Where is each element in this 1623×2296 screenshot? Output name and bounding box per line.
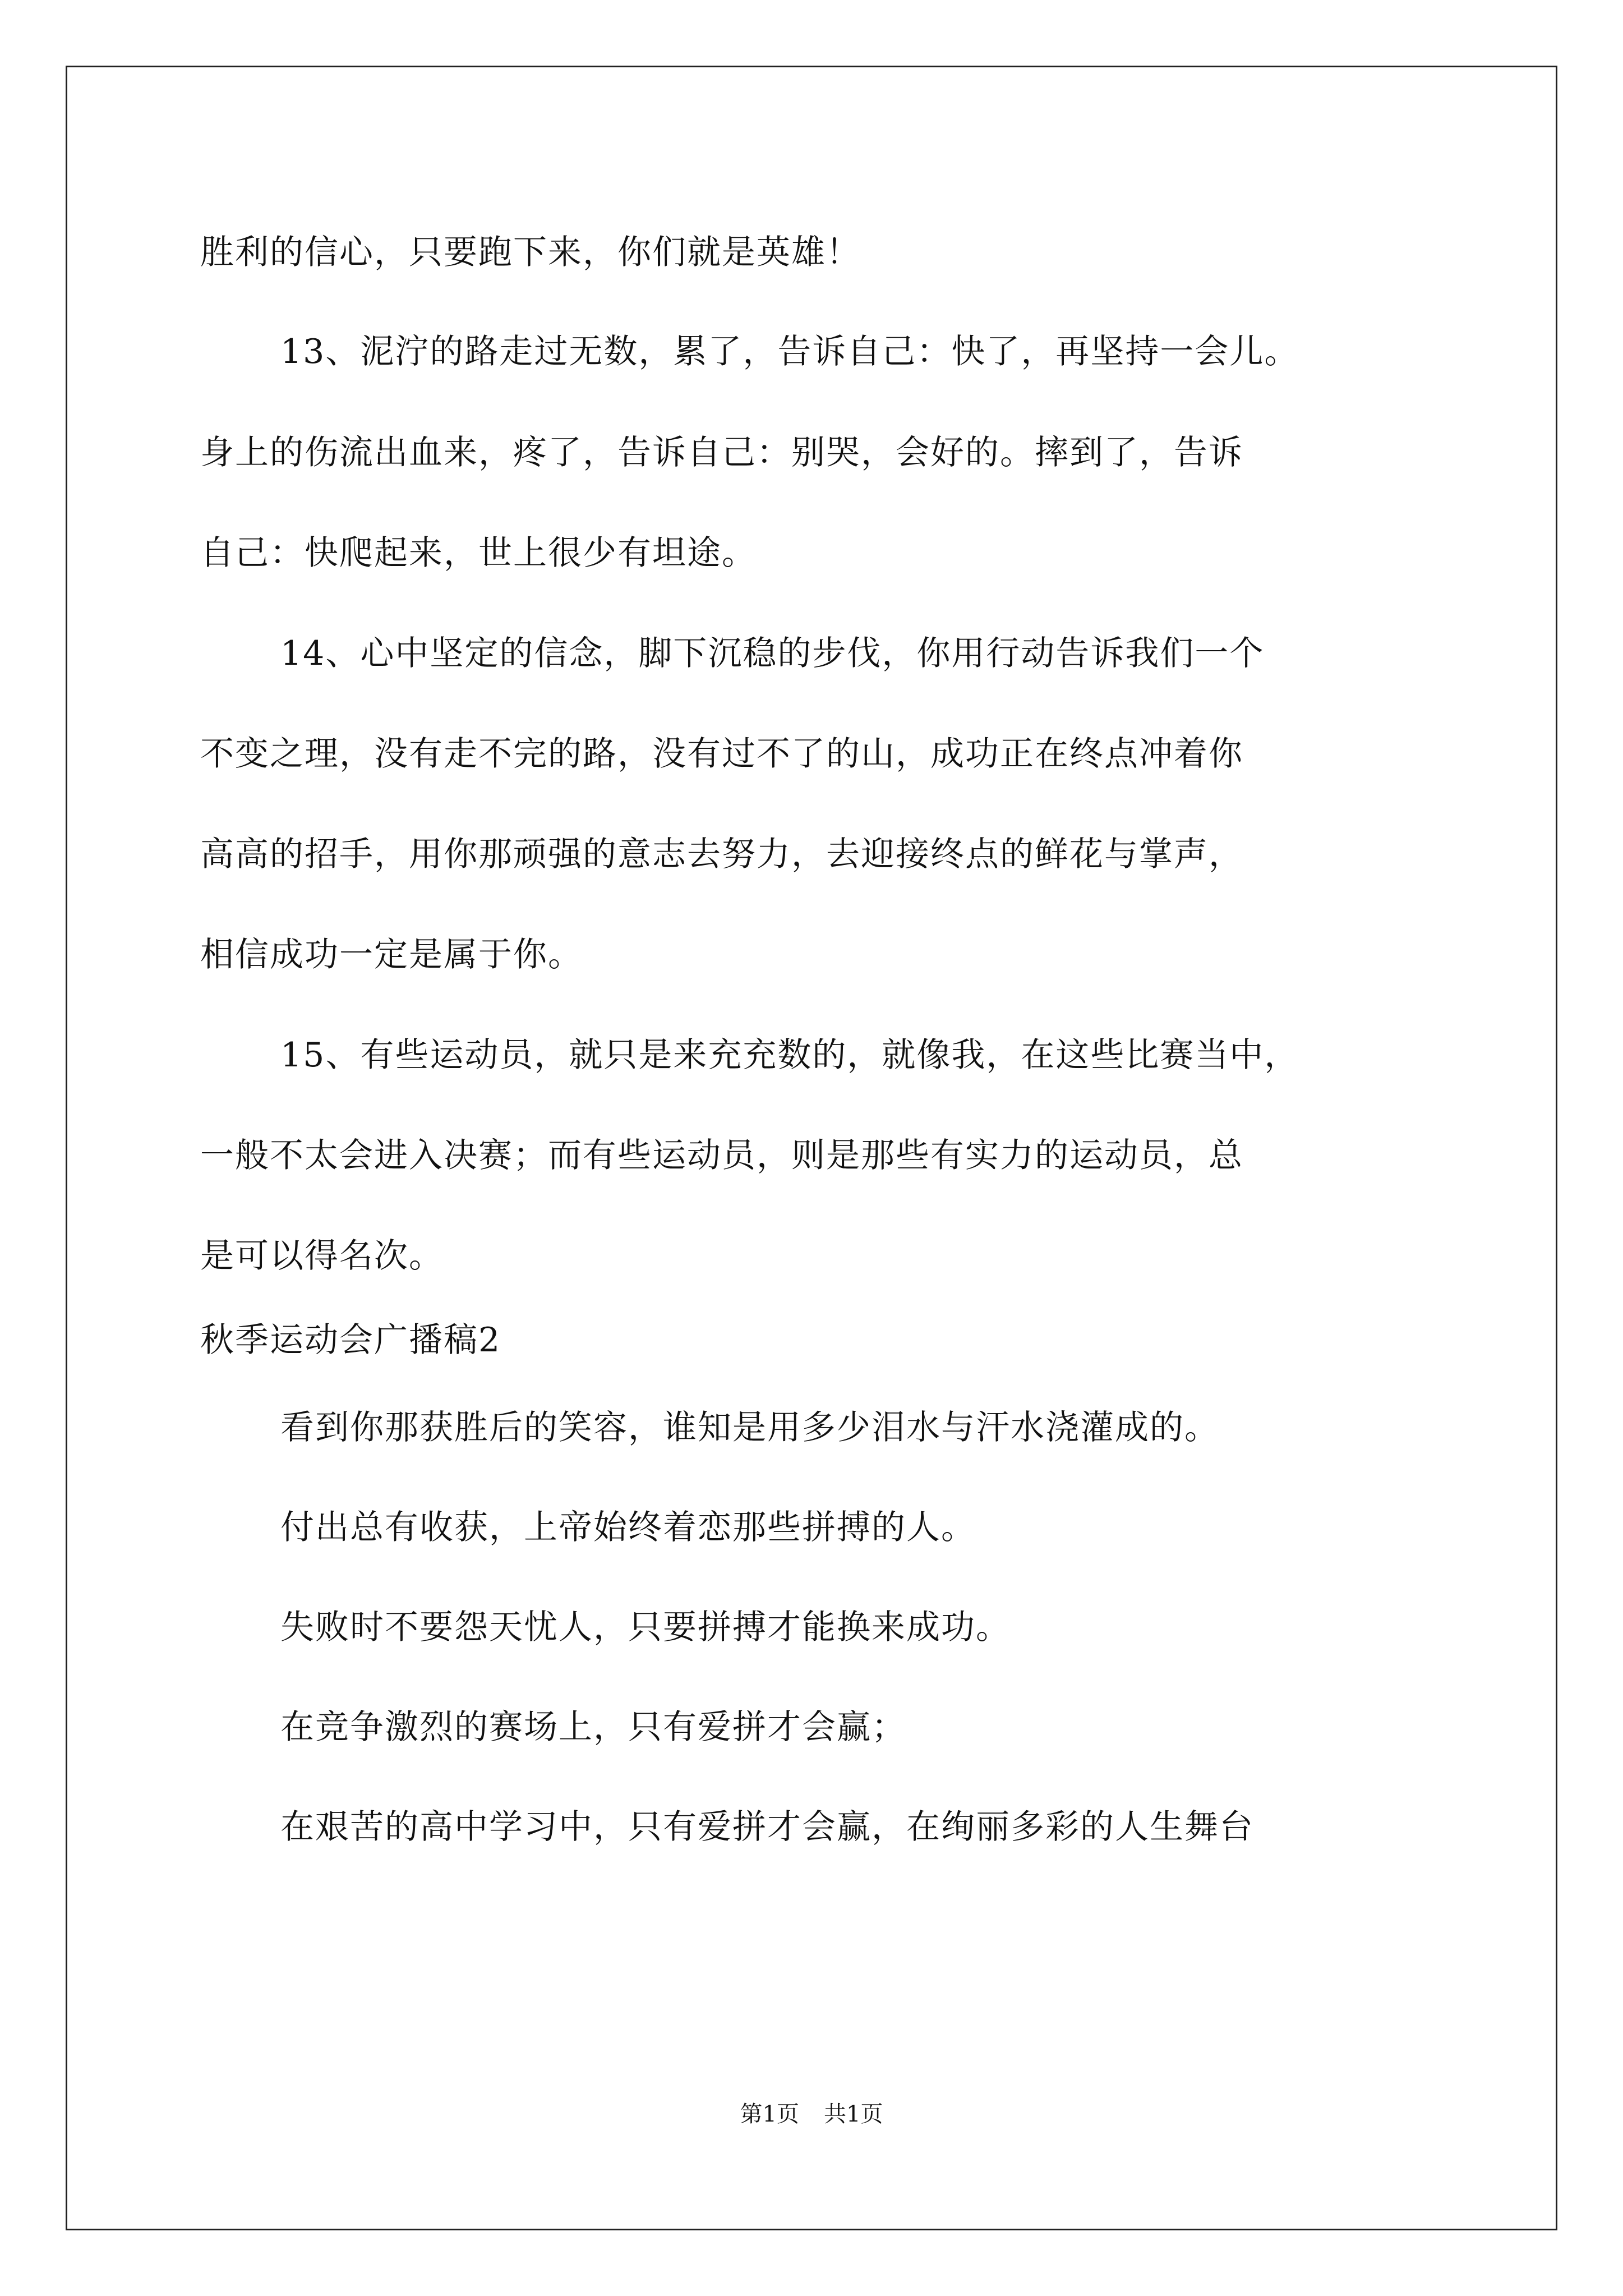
text-line-3: 身上的伤流出血来，疼了，告诉自己：别哭，会好的。摔到了，告诉	[200, 433, 1243, 472]
text-line-11: 是可以得名次。	[200, 1236, 444, 1276]
text-line-2: 13、泥泞的路走过无数，累了，告诉自己：快了，再坚持一会儿。	[280, 332, 1299, 371]
text-line-17: 在艰苦的高中学习中，只有爱拼才会赢，在绚丽多彩的人生舞台	[280, 1807, 1254, 1847]
text-line-5: 14、心中坚定的信念，脚下沉稳的步伐，你用行动告诉我们一个	[280, 634, 1265, 673]
page-number: 第1页	[740, 2101, 799, 2127]
page-footer	[0, 2099, 1623, 2130]
text-line-10: 一般不太会进入决赛；而有些运动员，则是那些有实力的运动员，总	[200, 1136, 1243, 1175]
text-line-1: 胜利的信心，只要跑下来，你们就是英雄！	[200, 233, 861, 272]
text-line-16: 在竞争激烈的赛场上，只有爱拼才会赢；	[280, 1708, 906, 1747]
section-heading: 秋季运动会广播稿2	[200, 1320, 501, 1360]
text-line-6: 不变之理，没有走不完的路，没有过不了的山，成功正在终点冲着你	[200, 734, 1243, 774]
text-line-4: 自己：快爬起来，世上很少有坦途。	[200, 533, 757, 573]
text-line-14: 付出总有收获，上帝始终着恋那些拼搏的人。	[280, 1508, 976, 1547]
text-line-8: 相信成功一定是属于你。	[200, 935, 583, 974]
text-line-15: 失败时不要怨天忧人，只要拼搏才能换来成功。	[280, 1608, 1011, 1647]
text-line-9: 15、有些运动员，就只是来充充数的，就像我，在这些比赛当中，	[280, 1036, 1299, 1075]
text-line-13: 看到你那获胜后的笑容，谁知是用多少泪水与汗水浇灌成的。	[280, 1408, 1219, 1447]
page-total: 共1页	[824, 2101, 883, 2127]
text-line-7: 高高的招手，用你那顽强的意志去努力，去迎接终点的鲜花与掌声，	[200, 835, 1243, 874]
